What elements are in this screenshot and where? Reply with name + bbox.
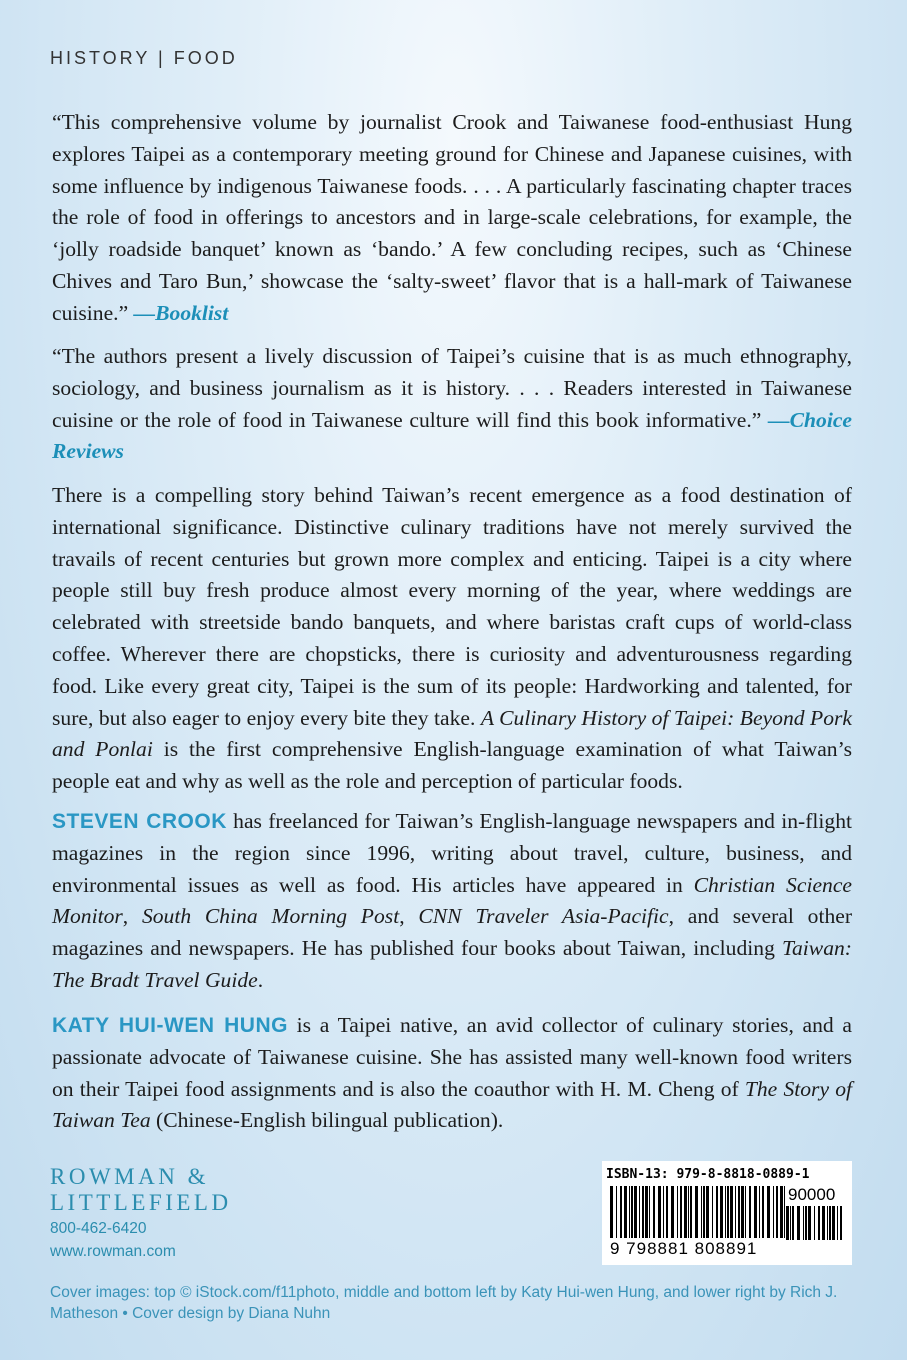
category-label: HISTORY | FOOD [50, 48, 238, 68]
bio-text: has freelanced for Taiwan’s English-language newspapers and in-flight magazines in the region since 1996, writing about travel, culture, business, and environmental issues as well as food. His articles have appeared in [52, 809, 852, 897]
review-quote-booklist [52, 107, 852, 330]
quote-source: —Choice Reviews [52, 407, 852, 464]
bio-text: is a Taipei native, an avid collector of culinary stories, and a passionate advocate of Taiwanese cuisine. She has assisted many well-known food writers on their Taipei food assignments and is also the coauthor with H. M. Cheng of [52, 1013, 852, 1101]
book-title: The Story of Taiwan Tea [52, 1076, 852, 1133]
quote-source: —Booklist [133, 300, 229, 325]
publication-title: CNN Traveler Asia-Pacific [418, 904, 669, 929]
bio-separator: , [122, 904, 142, 929]
author-bio-hung [52, 1010, 852, 1137]
author-bio-crook [52, 806, 852, 997]
bio-text: . [257, 967, 264, 992]
publisher-website[interactable]: www.rowman.com [50, 1243, 176, 1260]
barcode-bars [610, 1186, 788, 1238]
publisher-logo-line2: LITTLEFIELD [50, 1190, 232, 1215]
bio-separator: , [399, 904, 419, 929]
isbn-barcode [602, 1161, 852, 1265]
publisher-block [50, 1164, 232, 1262]
publication-title: Christian Science Monitor [52, 872, 852, 929]
price-code: 90000 [788, 1185, 836, 1204]
price-barcode-bars [786, 1206, 844, 1240]
cover-credits: Cover images: top © iStock.com/f11photo, middle and bottom left by Katy Hui-wen Hung, and lower right by Rich J. Matheson • Cover design by Diana Nuhn [50, 1284, 838, 1322]
ean-digits: 9 798881 808891 [610, 1239, 758, 1258]
description-text: There is a compelling story behind Taiwan’s recent emergence as a food destination of international significance. Distinctive culinary traditions have not merely survived the travails of recent centuries but grown more complex and enticing. Taipei is a city where people still buy fresh produce almost every morning of the year, where weddings are celebrated with streetside bando banquets, and where baristas craft cups of world-class coffee. Wherever there are chopsticks, there is curiosity and adventurousness regarding food. Like every great city, Taipei is the sum of its people: Hardworking and talented, for sure, but also eager to enjoy every bite they take. [52, 483, 852, 730]
review-quote-choice [52, 341, 852, 468]
publisher-phone: 800-462-6420 [50, 1220, 147, 1237]
publisher-logo-line1: ROWMAN & [50, 1164, 209, 1189]
author-name: KATY HUI-WEN HUNG [52, 1014, 288, 1037]
description-text: is the first comprehensive English-language examination of what Taiwan’s people eat and why as well as the role and perception of particular foods. [52, 737, 852, 794]
book-title: Taiwan: The Bradt Travel Guide [52, 936, 852, 992]
bio-text: (Chinese-English bilingual publication). [150, 1108, 504, 1133]
publication-title: South China Morning Post [141, 904, 400, 929]
author-name: STEVEN CROOK [52, 810, 227, 833]
quote-text: “This comprehensive volume by journalist Crook and Taiwanese food-enthusiast Hung explores Taipei as a contemporary meeting ground for Chinese and Japanese cuisines, with some influence by indigenous Taiwanese foods. . . . A particularly fascinating chapter traces the role of food in offerings to ancestors and in large-scale celebrations, for example, the ‘jolly roadside banquet’ known as ‘bando.’ A few concluding recipes, such as ‘Chinese Chives and Taro Bun,’ showcase the ‘salty-sweet’ flavor that is a hall-mark of Taiwanese cuisine.” [52, 110, 852, 325]
book-description [52, 480, 852, 798]
isbn-label: ISBN-13: 979-8-8818-0889-1 [606, 1167, 810, 1182]
book-title: A Culinary History of Taipei: Beyond Pork and Ponlai [52, 705, 852, 762]
quote-text: “The authors present a lively discussion of Taipei’s cuisine that is as much ethnography, sociology, and business journalism as it is history. . . . Readers interested in Taiwanese cuisine or the role of food in Taiwanese culture will find this book informative.” [52, 344, 852, 432]
bio-text: , and several other magazines and newspapers. He has published four books about Taiwan, including [52, 904, 853, 961]
